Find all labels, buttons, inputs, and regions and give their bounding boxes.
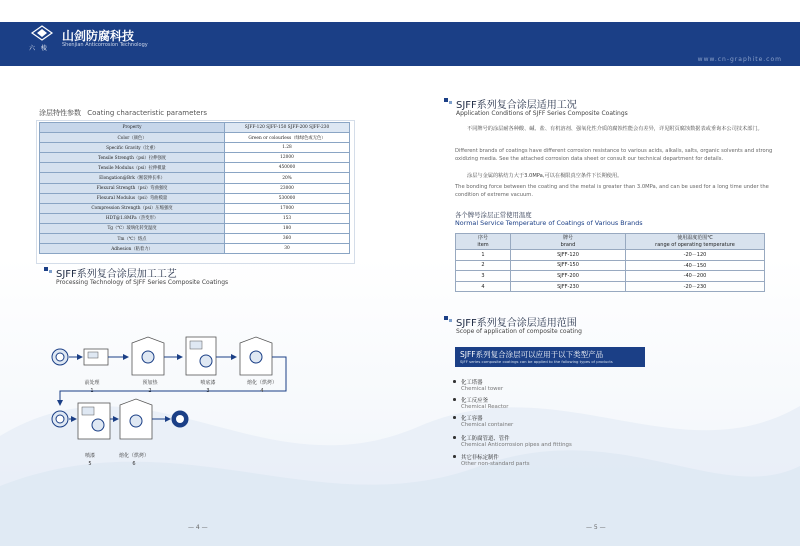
brochure-spread: 六 棱 山剑防腐科技 Shenjian Anticorrosion Technology www.cn-graphite.com 涂层特性参数 Coating characteristic parameters Property SJFF-120 SJFF-150 SJFF-200 SJFF-230 Color（颜色） Green or colourless（绿绿色或无色） Specific Gravity（比重） 1.28 Tensile Strength（psi）拉伸强度 12000 Tensile Modulus（psi）拉伸模量 450000 Elongation@Brk（断裂伸长率） 20% Flexural Strength（psi）弯曲强度 23000 Flexural Modulus（psi）弯曲模量 530000 Compression Strength（psi）压缩强度 17000 HDT@1.8MPa（热变形） 153 Tg（℃）玻璃化转变温度 180 Tm（℃）熔点 360 Adhesion（粘着力） 30 SJFF系列复合涂层加工工艺 Processing Technology of SJFF Series Composite Coatings 前处理 1 预加热 2 喷底漆 3 熔化（烘烤） 4 喷漆 5 熔化（烘烤） 6 — 4 — SJFF系列复合涂层适用工况 Application Conditions of SJFF Series Composite Coatings 不同牌号的涂层耐各种酸、碱、盐、有机溶剂、强氧化性介质的腐蚀性能会有差异，详见附页腐蚀数据表或垂询本公司技术部门。 Different brands of coatings have different corrosion resistance to various acids, alkalis, salts, organic solvents and strong oxidizing media. See the attached corrosion data sheet or consult our technical department for details. 涂层与金属的粘结力大于3.0MPa,可以在极限真空条件下长期使用。 The bonding force between the coating and the metal is greater than 3.0MPa, and can be used for a long time under the condition of extreme vacuum. 各个牌号涂层正常使用温度 Normal Service Temperature of Coatings of Various Brands 序号 item 牌号 brand 使用温度范围℃ range of operating temperature 1 SJFF-120 -20－120 2 SJFF-150 -40－150 3 SJFF-200 -40－200 4 SJFF-230 -20－230 SJFF系列复合涂层适用范围 Scope of application of composite coating SJFF系列复合涂层可以应用于以下类型产品 SJFF series composite coatings can be applied to the following types of products 化工塔器 Chemical tower 化工反应釜 Chemical Reactor 化工容器 Chemical container 化工防腐管道、管件 Chemical Anticorrosion pipes and fittings 其它非标定制件 Other non-standard parts — 5 — <box>0 0 800 546</box>
property-value: Green or colourless（绿绿色或无色） <box>225 133 350 143</box>
property-value: 20% <box>225 173 350 183</box>
heading-marker-icon <box>449 101 452 104</box>
website-url: www.cn-graphite.com <box>697 56 782 63</box>
heading-marker-icon <box>49 270 52 273</box>
property-name: HDT@1.8MPa（热变形） <box>40 213 225 223</box>
temp-table-header <box>456 234 765 250</box>
temp-title-en: Normal Service Temperature of Coatings of Various Brands <box>455 219 643 227</box>
heading-marker-icon <box>449 319 452 322</box>
property-name: Flexural Strength（psi）弯曲强度 <box>40 183 225 193</box>
scope-heading-en: Scope of application of composite coating <box>456 328 582 335</box>
conditions-heading-en: Application Conditions of SJFF Series Composite Coatings <box>456 110 628 117</box>
table-row <box>40 203 350 213</box>
properties-table <box>39 122 350 254</box>
part-icon <box>52 411 68 427</box>
banner-en: SJFF series composite coatings can be applied to the following types of products <box>460 359 613 364</box>
logo-caption: 六 棱 <box>29 45 49 52</box>
property-name: Color（颜色） <box>40 133 225 143</box>
scope-heading-cn: SJFF系列复合涂层适用范围 <box>456 318 577 329</box>
temperature-table <box>455 233 765 292</box>
heading-marker-icon <box>444 316 448 320</box>
property-value: 180 <box>225 223 350 233</box>
step-label-5: 喷漆 5 <box>84 453 95 467</box>
props-title-cn: 涂层特性参数 <box>39 109 81 117</box>
property-value: SJFF-120 SJFF-150 SJFF-200 SJFF-230 <box>225 123 350 133</box>
bullet-icon <box>453 455 456 458</box>
brand-name-cn: 山剑防腐科技 <box>62 29 135 43</box>
table-row <box>40 173 350 183</box>
part-icon <box>52 349 68 365</box>
scope-banner <box>455 347 645 367</box>
pretreat-station-icon <box>84 349 108 365</box>
property-name: Adhesion（粘着力） <box>40 244 225 254</box>
heading-marker-icon <box>444 98 448 102</box>
bullet-icon <box>453 416 456 419</box>
step-label-4: 熔化（烘烤） 4 <box>246 380 277 394</box>
table-row: 2 SJFF-150 -40－150 <box>456 260 765 271</box>
property-name: Tensile Modulus（psi）拉伸模量 <box>40 163 225 173</box>
property-value: 12000 <box>225 153 350 163</box>
page-number-left: — 4 — <box>188 524 208 531</box>
property-value: 530000 <box>225 193 350 203</box>
property-name: Flexural Modulus（psi）弯曲模量 <box>40 193 225 203</box>
para1-cn: 不同牌号的涂层耐各种酸、碱、盐、有机溶剂、强氧化性介质的腐蚀性能会有差异，详见附页腐蚀数据表或垂询本公司技术部门。 <box>467 126 763 132</box>
header-brand: 牌号 brand <box>511 234 626 250</box>
table-row <box>40 153 350 163</box>
table-row <box>40 223 350 233</box>
property-value: 1.28 <box>225 143 350 153</box>
table-row <box>40 123 350 133</box>
company-logo-icon <box>30 25 54 41</box>
table-row <box>40 213 350 223</box>
header-item: 序号 item <box>456 234 511 250</box>
props-section-label <box>39 108 207 118</box>
para1-en: Different brands of coatings have different corrosion resistance to various acids, alkalis, salts, organic solvents and strong oxidizing media. See the attached corrosion data sheet or consult our technical department for details. <box>455 148 773 162</box>
brand-name-en: Shenjian Anticorrosion Technology <box>62 42 148 48</box>
bullet-icon <box>453 380 456 383</box>
property-name: Compression Strength（psi）压缩强度 <box>40 203 225 213</box>
bullet-icon <box>453 398 456 401</box>
spray-station-icon <box>78 403 110 439</box>
property-value: 450000 <box>225 163 350 173</box>
table-row: 3 SJFF-200 -40－200 <box>456 271 765 282</box>
banner-cn: SJFF系列复合涂层可以应用于以下类型产品 <box>460 350 604 359</box>
props-title-en: Coating characteristic parameters <box>87 109 207 117</box>
page-number-right: — 5 — <box>586 524 606 531</box>
property-name: Elongation@Brk（断裂伸长率） <box>40 173 225 183</box>
step-label-6: 熔化（烘烤） 6 <box>118 453 149 467</box>
property-value: 360 <box>225 234 350 244</box>
para2-en: The bonding force between the coating and the metal is greater than 3.0MPa, and can be used for a long time under the condition of extreme vacuum. <box>455 184 769 198</box>
conditions-heading-cn: SJFF系列复合涂层适用工况 <box>456 100 577 111</box>
property-value: 153 <box>225 213 350 223</box>
bake-oven-icon <box>120 399 152 439</box>
property-name: Specific Gravity（比重） <box>40 143 225 153</box>
step-label-1: 前处理 1 <box>84 380 100 394</box>
table-row <box>40 143 350 153</box>
process-heading-cn: SJFF系列复合涂层加工工艺 <box>56 269 177 280</box>
header-range: 使用温度范围℃ range of operating temperature <box>626 234 765 250</box>
property-name: Tensile Strength（psi）拉伸强度 <box>40 153 225 163</box>
heading-marker-icon <box>44 267 48 271</box>
temp-title-cn: 各个牌号涂层正常使用温度 <box>455 211 532 219</box>
table-row: 4 SJFF-230 -20－230 <box>456 281 765 292</box>
property-value: 17000 <box>225 203 350 213</box>
table-row <box>40 133 350 143</box>
bullet-icon <box>453 436 456 439</box>
process-heading-en: Processing Technology of SJFF Series Composite Coatings <box>56 279 229 286</box>
melt-oven-icon <box>240 337 272 375</box>
table-row <box>40 244 350 254</box>
table-row <box>40 163 350 173</box>
preheat-oven-icon <box>132 337 164 375</box>
primer-spray-station-icon <box>186 337 216 375</box>
property-value: 23000 <box>225 183 350 193</box>
para2-cn: 涂层与金属的粘结力大于3.0MPa,可以在极限真空条件下长期使用。 <box>467 173 623 179</box>
property-value: 30 <box>225 244 350 254</box>
table-row <box>40 234 350 244</box>
finished-part-icon <box>172 411 188 427</box>
step-label-3: 喷底漆 3 <box>200 380 216 394</box>
property-name: Tm（℃）熔点 <box>40 234 225 244</box>
step-label-2: 预加热 2 <box>142 380 158 394</box>
table-row: 1 SJFF-120 -20－120 <box>456 250 765 261</box>
table-row <box>40 183 350 193</box>
table-row <box>40 193 350 203</box>
property-name: Tg（℃）玻璃化转变温度 <box>40 223 225 233</box>
property-name: Property <box>40 123 225 133</box>
